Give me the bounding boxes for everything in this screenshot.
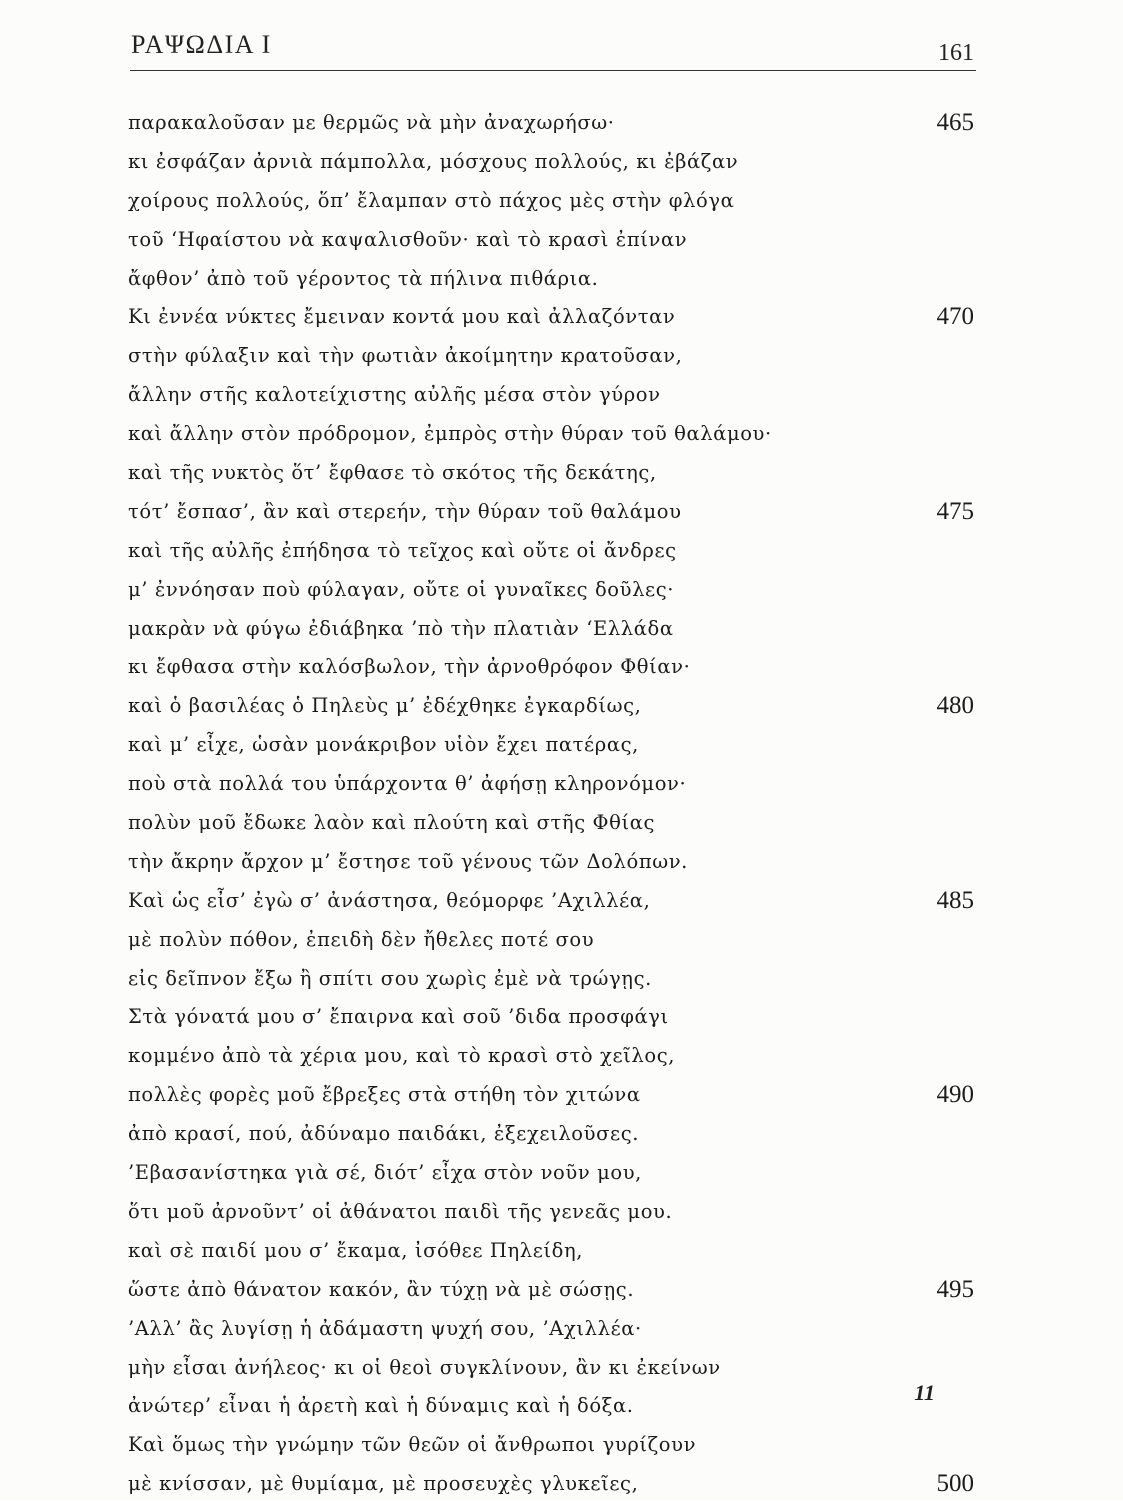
- verse-text: ’Εβασανίστηκα γιὰ σέ, διότ’ εἶχα στὸν νοῦν μου,: [128, 1161, 642, 1185]
- verse-text: μὲ πολὺν πόθον, ἐπειδὴ δὲν ἤθελες ποτέ σου: [128, 927, 595, 951]
- verse-line: [128, 1271, 974, 1310]
- verse-text: χοίρους πολλούς, ὅπ’ ἔλαμπαν στὸ πάχος μὲς στὴν φλόγα: [128, 188, 735, 212]
- verse-line: [128, 532, 974, 571]
- verse-line: [128, 960, 974, 999]
- running-head: ΡΑΨΩΔΙΑ Ι: [131, 30, 272, 59]
- verse-text: καὶ ὁ βασιλέας ὁ Πηλεὺς μ’ ἐδέχθηκε ἐγκαρδίως,: [128, 694, 642, 718]
- header-rule: [130, 70, 976, 71]
- verse-line: [128, 1037, 974, 1076]
- verse-text: μ’ ἐννόησαν ποὺ φύλαγαν, οὔτε οἱ γυναῖκες δοῦλες·: [128, 577, 675, 601]
- verse-line: [128, 1076, 974, 1115]
- verse-text: τοῦ ‘Ηφαίστου νὰ καψαλισθοῦν· καὶ τὸ κρασὶ ἐπίναν: [128, 227, 688, 251]
- verse-line: [128, 143, 974, 182]
- verse-number: 470: [936, 303, 974, 331]
- verse-line: [128, 687, 974, 726]
- verse-text: ἄλλην στῆς καλοτείχιστης αὐλῆς μέσα στὸν γύρον: [128, 383, 661, 407]
- verse-text: καὶ μ’ εἶχε, ὡσὰν μονάκριβον υἱὸν ἔχει πατέρας,: [128, 733, 639, 757]
- verse-line: [128, 415, 974, 454]
- verse-text: μακρὰν νὰ φύγω ἐδιάβηκα ’πὸ τὴν πλατιὰν ‘Ελλάδα: [128, 616, 674, 640]
- verse-line: [128, 298, 974, 337]
- verse-text: πολλὲς φορὲς μοῦ ἔβρεξες στὰ στήθη τὸν χιτώνα: [128, 1083, 641, 1107]
- verse-text: μὴν εἶσαι ἀνήλεος· κι οἱ θεοὶ συγκλίνουν, ἂν κι ἐκείνων: [128, 1355, 721, 1379]
- verse-text: παρακαλοῦσαν με θερμῶς νὰ μὴν ἀναχωρήσω·: [128, 111, 615, 134]
- verse-text: κι ἐσφάζαν ἀρνιὰ πάμπολλα, μόσχους πολλούς, κι ἐβάζαν: [128, 149, 739, 173]
- verse-line: [128, 804, 974, 843]
- verse-line: [128, 610, 974, 649]
- verse-line: [128, 1193, 974, 1232]
- verse-text: ἄφθον’ ἀπὸ τοῦ γέροντος τὰ πήλινα πιθάρια.: [128, 266, 599, 290]
- verse-text: Καὶ ὡς εἶσ’ ἐγὼ σ’ ἀνάστησα, θεόμορφε ’Αχιλλέα,: [128, 888, 651, 912]
- verse-number: 490: [936, 1081, 974, 1109]
- verse-line: [128, 337, 974, 376]
- verse-text: ἀνώτερ’ εἶναι ἡ ἀρετὴ καὶ ἡ δύναμις καὶ ἡ δόξα.: [128, 1394, 634, 1418]
- verse-line: [128, 1310, 974, 1349]
- verse-line: [128, 571, 974, 610]
- verse-text: μὲ κνίσσαν, μὲ θυμίαμα, μὲ προσευχὲς γλυκεῖες,: [128, 1472, 639, 1496]
- verse-line: [128, 882, 974, 921]
- verse-line: [128, 1465, 974, 1504]
- verse-line: [128, 648, 974, 687]
- verse-text: κομμένο ἀπὸ τὰ χέρια μου, καὶ τὸ κρασὶ στὸ χεῖλος,: [128, 1044, 676, 1068]
- verse-line: [128, 843, 974, 882]
- verse-text: τότ’ ἔσπασ’, ἂν καὶ στερεήν, τὴν θύραν τοῦ θαλάμου: [128, 499, 682, 523]
- verse-text: στὴν φύλαξιν καὶ τὴν φωτιὰν ἀκοίμητην κρατοῦσαν,: [128, 344, 683, 368]
- verse-text: καὶ σὲ παιδί μου σ’ ἔκαμα, ἰσόθεε Πηλείδη,: [128, 1238, 584, 1262]
- page-number: 161: [938, 40, 974, 66]
- verse-text: καὶ τῆς νυκτὸς ὅτ’ ἔφθασε τὸ σκότος τῆς δεκάτης,: [128, 461, 657, 485]
- verse-text: τὴν ἄκρην ἄρχον μ’ ἔστησε τοῦ γένους τῶν Δολόπων.: [128, 849, 688, 873]
- verse-line: [128, 726, 974, 765]
- verse-line: [128, 221, 974, 260]
- verse-line: [128, 765, 974, 804]
- verse-number: 475: [936, 497, 974, 525]
- verse-text: ’Αλλ’ ἂς λυγίσῃ ἡ ἀδάμαστη ψυχή σου, ’Αχιλλέα·: [128, 1316, 642, 1340]
- verse-line: [128, 921, 974, 960]
- verse-text: κι ἔφθασα στὴν καλόσβωλον, τὴν ἀρνοθρόφον Φθίαν·: [128, 655, 691, 679]
- verse-line: [128, 1426, 974, 1465]
- verse-line: [128, 1115, 974, 1154]
- verse-text: Κι ἐννέα νύκτες ἔμειναν κοντά μου καὶ ἀλλαζόνταν: [128, 305, 676, 329]
- verse-text: ὥστε ἀπὸ θάνατον κακόν, ἂν τύχῃ νὰ μὲ σώσῃς.: [128, 1277, 635, 1301]
- verse-text: καὶ τῆς αὐλῆς ἐπήδησα τὸ τεῖχος καὶ οὔτε οἱ ἄνδρες: [128, 538, 677, 562]
- verse-text: Στὰ γόνατά μου σ’ ἔπαιρνα καὶ σοῦ ’διδα προσφάγι: [128, 1005, 669, 1029]
- verse-line: [128, 260, 974, 299]
- verse-line: [128, 182, 974, 221]
- verse-line: [128, 454, 974, 493]
- verse-number: 480: [936, 692, 974, 720]
- verse-block: [128, 104, 974, 1504]
- verse-line: [128, 998, 974, 1037]
- verse-text: ποὺ στὰ πολλά του ὑπάρχοντα θ’ ἀφήσῃ κληρονόμον·: [128, 772, 687, 796]
- verse-line: [128, 1387, 974, 1426]
- verse-text: καὶ ἄλλην στὸν πρόδρομον, ἐμπρὸς στὴν θύραν τοῦ θαλάμου·: [128, 422, 772, 446]
- verse-text: ὅτι μοῦ ἀρνοῦντ’ οἱ ἀθάνατοι παιδὶ τῆς γενεᾶς μου.: [128, 1199, 673, 1223]
- verse-line: [128, 376, 974, 415]
- verse-line: [128, 1232, 974, 1271]
- verse-line: [128, 493, 974, 532]
- verse-text: εἰς δεῖπνον ἔξω ἢ σπίτι σου χωρὶς ἐμὲ νὰ τρώγῃς.: [128, 966, 652, 990]
- verse-number: 485: [936, 886, 974, 914]
- verse-number: 495: [936, 1275, 974, 1303]
- verse-line: [128, 104, 974, 143]
- verse-text: πολὺν μοῦ ἔδωκε λαὸν καὶ πλούτη καὶ στῆς Φθίας: [128, 811, 656, 835]
- verse-line: [128, 1349, 974, 1388]
- verse-number: 465: [936, 109, 974, 136]
- signature-mark: 11: [914, 1380, 935, 1405]
- verse-text: ἀπὸ κρασί, πού, ἀδύναμο παιδάκι, ἐξεχειλοῦσες.: [128, 1122, 640, 1146]
- verse-text: Καὶ ὅμως τὴν γνώμην τῶν θεῶν οἱ ἄνθρωποι γυρίζουν: [128, 1433, 697, 1457]
- verse-number: 500: [936, 1470, 974, 1498]
- verse-line: [128, 1154, 974, 1193]
